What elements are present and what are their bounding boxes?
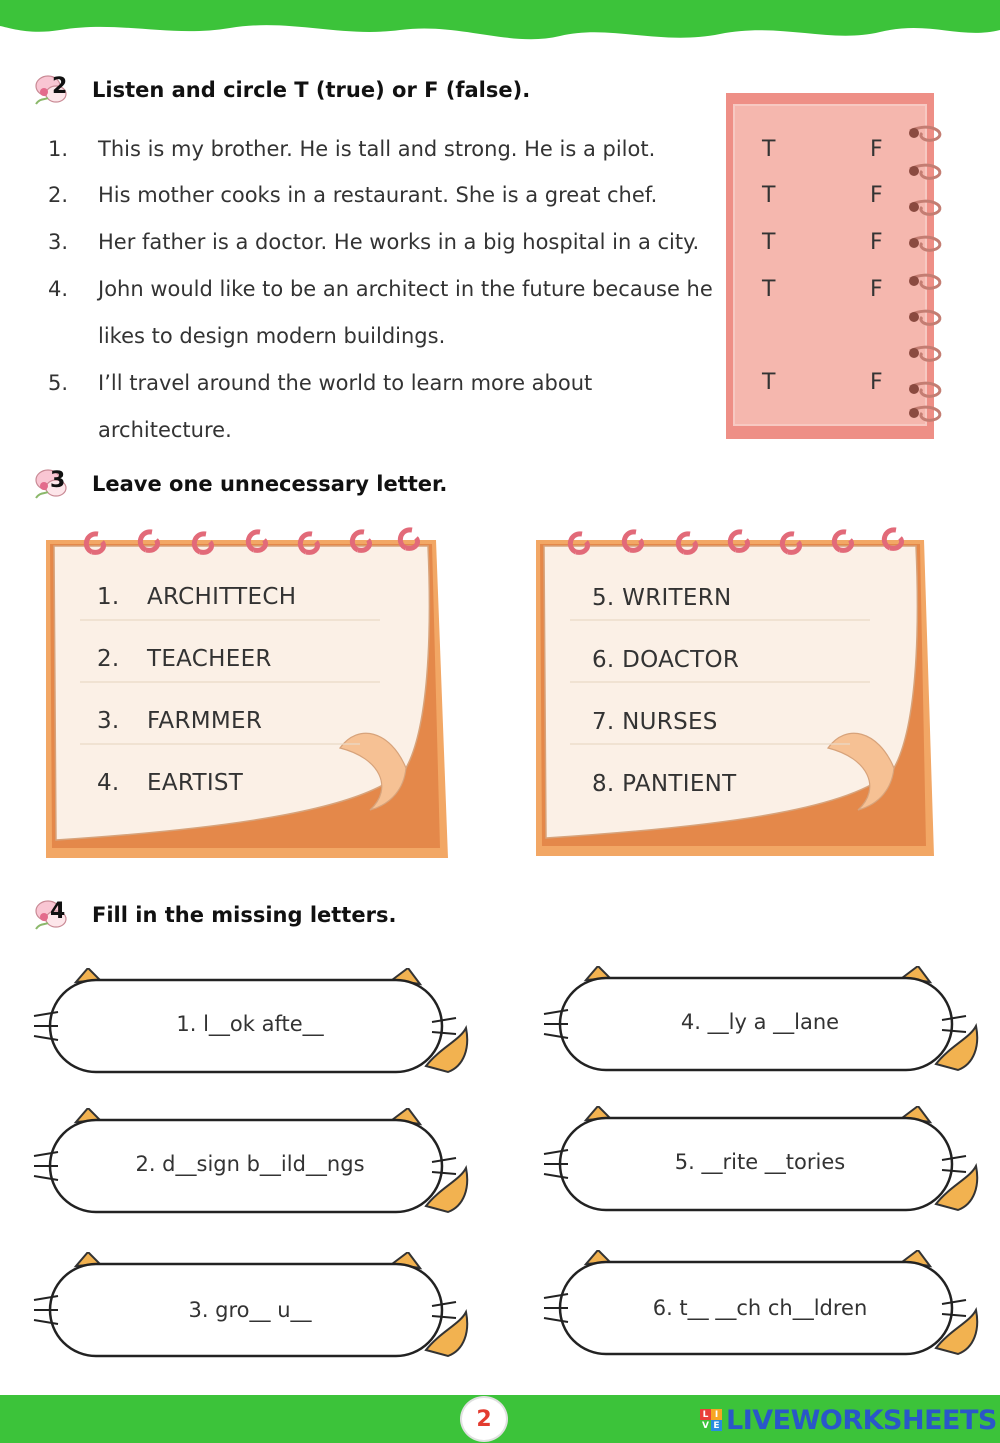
ex2-item-4-num: 4. <box>48 277 69 301</box>
exercise-3-heading <box>30 462 447 506</box>
ex2-item-4-continuation: likes to design modern buildings. <box>98 324 446 348</box>
ex3-word-2-text: TEACHEER <box>147 646 272 672</box>
ex3-word-3-text: FARMMER <box>147 708 263 734</box>
ex3-word-6: 6. DOACTOR <box>592 647 740 673</box>
tf-3-false[interactable]: F <box>870 230 883 255</box>
flower-badge-icon <box>30 893 90 937</box>
ex2-item-5-num: 5. <box>48 371 69 395</box>
exercise-2-title: Listen and circle T (true) or F (false). <box>92 78 531 102</box>
exercise-2-heading <box>30 68 530 112</box>
ex3-word-8: 8. PANTIENT <box>592 771 737 797</box>
ex4-item-1[interactable] <box>30 968 470 1078</box>
exercise-4-title: Fill in the missing letters. <box>92 903 397 927</box>
ex4-item-5-text: 5. __rite __tories <box>674 1150 846 1174</box>
ex4-item-3[interactable] <box>30 1252 470 1362</box>
ex4-item-6-text: 6. t__ __ch ch__ldren <box>652 1296 868 1320</box>
flower-badge-icon <box>30 68 90 112</box>
logo-letter-i: I <box>711 1409 722 1420</box>
ex2-item-5-continuation: architecture. <box>98 418 232 442</box>
ex3-word-4 <box>97 770 243 796</box>
tf-4-true[interactable]: T <box>762 277 776 302</box>
exercise-2-number: 2 <box>52 74 68 99</box>
ex3-word-1 <box>97 584 296 610</box>
ex3-word-4-num: 4. <box>97 770 120 796</box>
page-number-badge <box>460 1396 508 1442</box>
ex4-item-3-text: 3. gro__ u__ <box>188 1298 312 1322</box>
tf-5-true[interactable]: T <box>762 370 776 395</box>
ex3-word-1-text: ARCHITTECH <box>147 584 297 610</box>
ex4-item-1-text: 1. l__ok afte__ <box>176 1012 324 1036</box>
logo-letter-l: L <box>700 1409 711 1420</box>
logo-letter-e: E <box>711 1420 722 1431</box>
ex3-word-7: 7. NURSES <box>592 709 718 735</box>
ex3-word-3-num: 3. <box>97 708 120 734</box>
ex4-item-2-text: 2. d__sign b__ild__ngs <box>135 1152 365 1176</box>
exercise-3-title: Leave one unnecessary letter. <box>92 472 448 496</box>
ex2-item-1-text: This is my brother. He is tall and strong. He is a pilot. <box>98 137 656 161</box>
left-notebook <box>40 518 452 866</box>
liveworksheets-brand[interactable] <box>700 1403 997 1437</box>
ex2-item-2-num: 2. <box>48 183 69 207</box>
ex4-item-6[interactable] <box>540 1250 980 1360</box>
ex2-item-4-text: John would like to be an architect in the future because he <box>98 277 713 301</box>
logo-letter-v: V <box>700 1420 711 1431</box>
exercise-4-number: 4 <box>50 899 66 924</box>
ex2-item-3-text: Her father is a doctor. He works in a big hospital in a city. <box>98 230 700 254</box>
ex2-item-2-text: His mother cooks in a restaurant. She is a great chef. <box>98 183 658 207</box>
tf-5-false[interactable]: F <box>870 370 883 395</box>
ex3-word-1-num: 1. <box>97 584 120 610</box>
tf-2-false[interactable]: F <box>870 183 883 208</box>
exercise-3-number: 3 <box>50 468 66 493</box>
liveworksheets-logo-icon <box>700 1409 722 1431</box>
ex4-item-2[interactable] <box>30 1108 470 1218</box>
ex3-word-2 <box>97 646 272 672</box>
ex2-item-5-text: I’ll travel around the world to learn more about <box>98 371 593 395</box>
tf-4-false[interactable]: F <box>870 277 883 302</box>
ex4-item-4-text: 4. __ly a __lane <box>680 1010 840 1034</box>
true-false-notebook <box>726 93 934 439</box>
ex4-item-4[interactable] <box>540 966 980 1076</box>
ex3-word-3 <box>97 708 262 734</box>
tf-3-true[interactable]: T <box>762 230 776 255</box>
ex2-item-3-num: 3. <box>48 230 69 254</box>
ex3-word-5: 5. WRITERN <box>592 585 732 611</box>
ex2-item-1-num: 1. <box>48 137 69 161</box>
tf-1-true[interactable]: T <box>762 137 776 162</box>
top-green-wave <box>0 0 1000 60</box>
brand-name: LIVEWORKSHEETS <box>726 1404 997 1436</box>
tf-1-false[interactable]: F <box>870 137 883 162</box>
tf-2-true[interactable]: T <box>762 183 776 208</box>
page-number: 2 <box>476 1406 492 1432</box>
ex3-word-2-num: 2. <box>97 646 120 672</box>
flower-badge-icon <box>30 462 90 506</box>
exercise-4-heading <box>30 893 396 937</box>
right-notebook <box>530 518 940 864</box>
ex3-word-4-text: EARTIST <box>147 770 244 796</box>
ex4-item-5[interactable] <box>540 1106 980 1216</box>
